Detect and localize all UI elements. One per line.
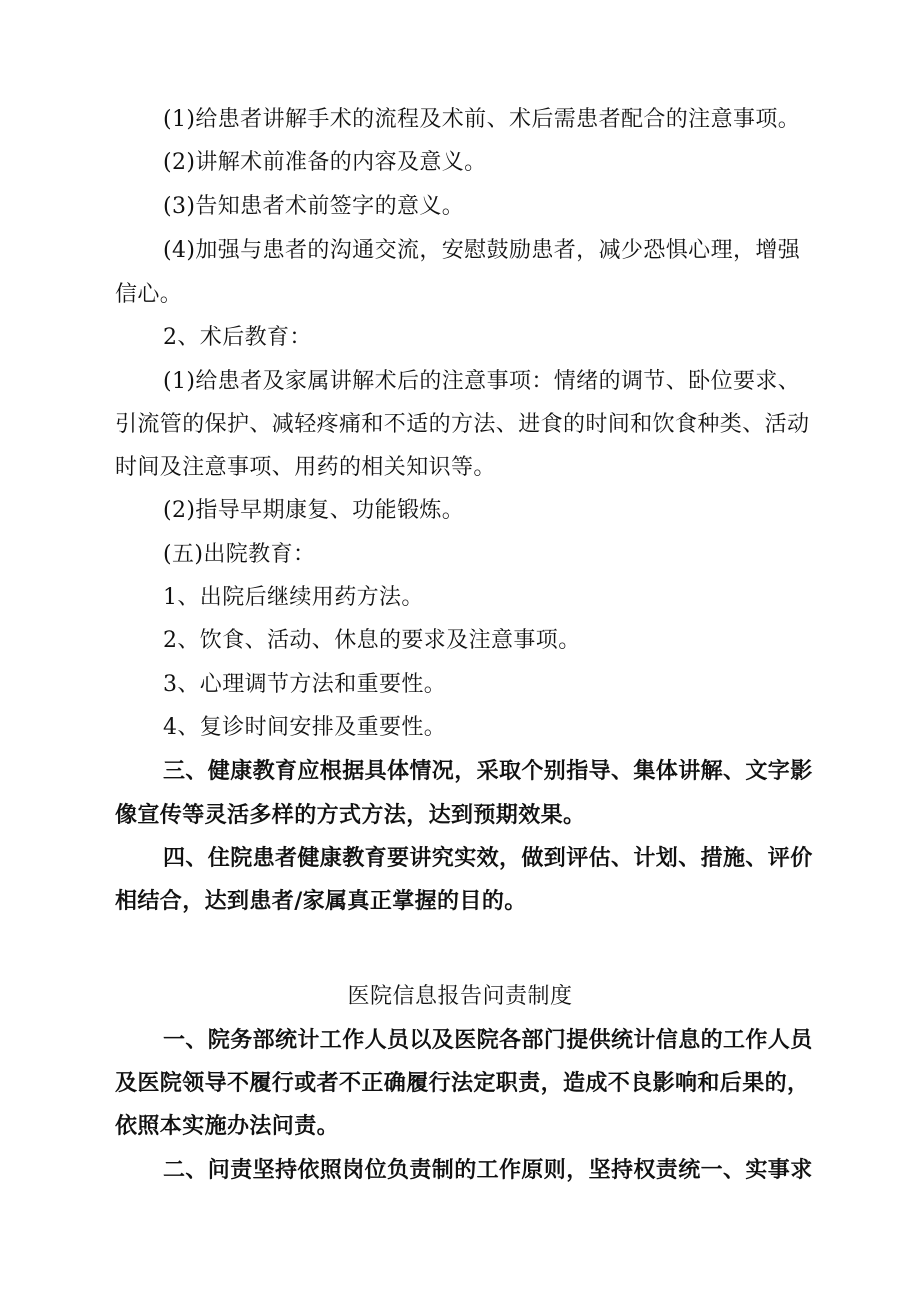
- section-heading: (五)出院教育：: [163, 542, 316, 567]
- paragraph-line: 二、问责坚持依照岗位负责制的工作原则，坚持权责统一、实事求: [163, 1157, 813, 1183]
- list-item: 1、出院后继续用药方法。: [163, 585, 424, 610]
- paragraph-line: 信心。: [115, 282, 183, 307]
- paragraph-line: 依照本实施办法问责。: [115, 1113, 340, 1139]
- list-item: 2、饮食、活动、休息的要求及注意事项。: [163, 628, 581, 653]
- paragraph-line: 及医院领导不履行或者不正确履行法定职责，造成不良影响和后果的，: [115, 1070, 810, 1096]
- list-item: 3、心理调节方法和重要性。: [163, 672, 447, 697]
- list-item: 4、复诊时间安排及重要性。: [163, 715, 447, 740]
- paragraph-line: 时间及注意事项、用药的相关知识等。: [115, 455, 496, 480]
- paragraph-line: 引流管的保护、减轻疼痛和不适的方法、进食的时间和饮食种类、活动: [115, 412, 810, 437]
- paragraph-line: 相结合，达到患者/家属真正掌握的目的。: [115, 888, 527, 914]
- paragraph-line: (3)告知患者术前签字的意义。: [163, 194, 465, 219]
- document-title: 医院信息报告问责制度: [347, 984, 573, 1009]
- paragraph-line: 四、住院患者健康教育要讲究实效，做到评估、计划、措施、评价: [163, 845, 813, 871]
- paragraph-line: 一、院务部统计工作人员以及医院各部门提供统计信息的工作人员: [163, 1027, 813, 1053]
- paragraph-line: (2)指导早期康复、功能锻炼。: [163, 498, 465, 523]
- section-heading: 2、术后教育：: [163, 325, 312, 350]
- paragraph-line: (1)给患者及家属讲解术后的注意事项：情绪的调节、卧位要求、: [163, 369, 801, 394]
- paragraph-line: (2)讲解术前准备的内容及意义。: [163, 150, 487, 175]
- paragraph-line: (1)给患者讲解手术的流程及术前、术后需患者配合的注意事项。: [163, 107, 801, 132]
- paragraph-line: 像宣传等灵活多样的方式方法，达到预期效果。: [115, 802, 586, 828]
- paragraph-line: (4)加强与患者的沟通交流，安慰鼓励患者，减少恐惧心理，增强: [163, 238, 801, 263]
- paragraph-line: 三、健康教育应根据具体情况，采取个别指导、集体讲解、文字影: [163, 758, 813, 784]
